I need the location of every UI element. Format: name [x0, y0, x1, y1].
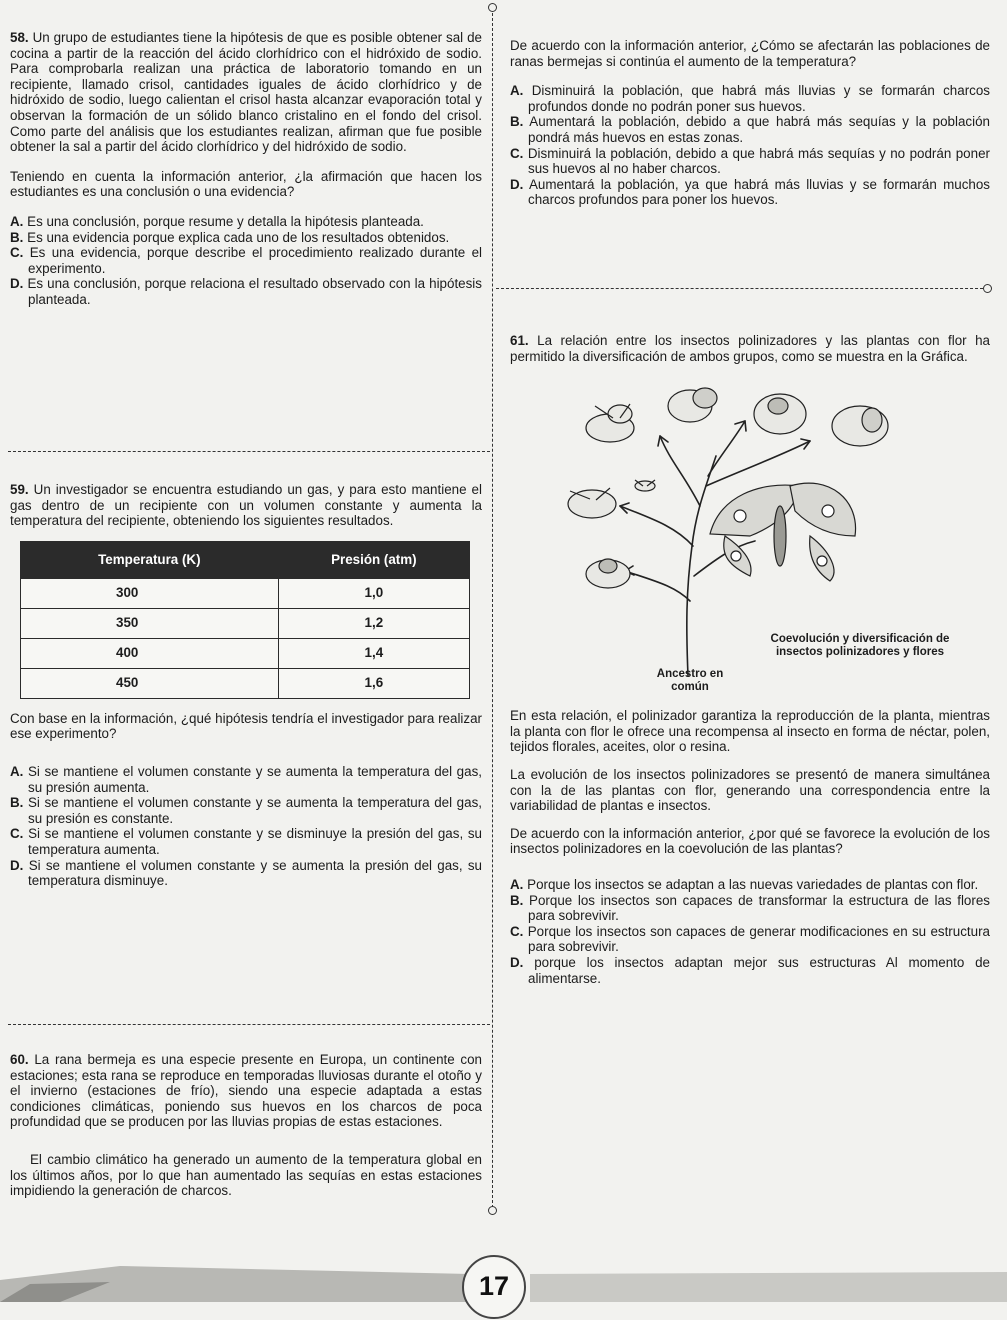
branch-right	[706, 441, 810, 486]
figure-caption-root: Ancestro en común	[656, 668, 724, 694]
q59-option-c-text: Si se mantiene el volumen constante y se disminuye la presión del gas, su temperatura aumenta.	[28, 826, 482, 857]
q61-option-a-text: Porque los insectos se adaptan a las nuevas variedades de plantas con flor.	[527, 876, 979, 892]
q60-option-a-letter: A.	[510, 83, 524, 99]
q59-number: 59.	[10, 482, 29, 497]
q61-option-d-text: porque los insectos adaptan mejor sus estructuras Al momento de alimentarse.	[528, 954, 990, 986]
separator-end-marker	[983, 284, 992, 293]
q58-option-c-text: Es una evidencia, porque describe el procedimiento realizado durante el experimento.	[28, 245, 482, 276]
figure-caption-main: Coevolución y diversificación de insectos polinizadores y flores	[770, 633, 950, 659]
q60-options	[510, 83, 990, 208]
q60-option-b[interactable]	[510, 114, 990, 145]
q59-stem-text: Un investigador se encuentra estudiando un gas, y para esto mantiene el gas dentro de un recipiente con un volumen constante y aumenta la temperatura del recipiente, obteniendo los siguientes resultados.	[10, 482, 482, 529]
q61-paragraph-1: En esta relación, el polinizador garantiza la reproducción de la planta, mientras la planta con flor le ofrece una recompensa al insecto en forma de néctar, polen, tejidos florales, aceites, olor o resina.	[510, 708, 990, 755]
table-cell: 1,6	[278, 668, 469, 698]
separator-q60-q61	[496, 288, 988, 289]
q60-option-a-text: Disminuirá la población, que habrá más lluvias y se formarán charcos profundos donde no podrán poner sus huevos.	[528, 83, 990, 114]
q61-option-d[interactable]	[510, 955, 990, 986]
q60-option-d[interactable]	[510, 177, 990, 208]
separator-q58-q59	[8, 451, 490, 452]
q59-option-a[interactable]	[10, 764, 482, 795]
q61-option-b-letter: B.	[510, 892, 524, 908]
q58-number: 58.	[10, 30, 29, 45]
q61-option-c[interactable]	[510, 924, 990, 955]
q60-question: De acuerdo con la información anterior, ¿Cómo se afectarán las poblaciones de ranas bermejas si continúa el aumento de la temperatura?	[510, 38, 990, 69]
table-cell: 350	[21, 608, 279, 638]
q60-stem-2: El cambio climático ha generado un aumento de la temperatura global en los últimos años, por lo que han aumentado las sequías en estas estaciones impidiendo la generación de charcos.	[10, 1151, 482, 1199]
q58-option-a-letter: A.	[10, 213, 24, 229]
q61-option-a-letter: A.	[510, 876, 524, 892]
orchid-left	[568, 490, 616, 518]
q58-option-d[interactable]	[10, 276, 482, 307]
q58-option-a-text: Es una conclusión, porque resume y detalla la hipótesis planteada.	[27, 213, 424, 229]
q58-option-d-letter: D.	[10, 276, 24, 292]
table-header-pressure: Presión (atm)	[278, 541, 469, 578]
q58-option-b[interactable]	[10, 230, 482, 246]
q58-option-c[interactable]	[10, 245, 482, 276]
q60-stem	[10, 1052, 482, 1130]
q59-option-b-letter: B.	[10, 795, 24, 811]
q58-question: Teniendo en cuenta la información anterior, ¿la afirmación que hacen los estudiantes es una conclusión o una evidencia?	[10, 168, 482, 200]
q59-option-b-text: Si se mantiene el volumen constante y se aumenta la temperatura del gas, su presión es constante.	[28, 795, 482, 826]
q60-stem-text: La rana bermeja es una especie presente en Europa, un continente con estaciones; esta rana se reproduce en temporadas lluviosas durante el otoño y el invierno (estaciones de frío), siendo una especie adaptada a estas condiciones climáticas, poniendo sus huevos en los charcos de poca profundidad que se producen por las lluvias propias de estas estaciones.	[10, 1052, 482, 1130]
q60-option-b-letter: B.	[510, 114, 524, 130]
q61-option-b-text: Porque los insectos son capaces de transformar la estructura de las flores para sobrevivir.	[528, 892, 990, 924]
q61-stem-text: La relación entre los insectos polinizadores y las plantas con flor ha permitido la diversificación de ambos grupos, como se muestra en la Gráfica.	[510, 333, 990, 364]
q60-option-d-text: Aumentará la población, ya que habrá más lluvias y se formarán muchos charcos profundos para poner los huevos.	[528, 176, 990, 208]
column-divider	[492, 8, 493, 1213]
q59-data-table	[20, 541, 470, 699]
branch-lower-left	[625, 571, 690, 601]
right-column	[510, 38, 990, 986]
q61-option-d-letter: D.	[510, 954, 524, 970]
q61-stem	[510, 333, 990, 364]
q59-option-a-letter: A.	[10, 763, 24, 779]
question-60-continued	[510, 38, 990, 208]
q59-option-d[interactable]	[10, 858, 482, 889]
divider-top-marker	[488, 3, 497, 12]
table-row	[21, 608, 470, 638]
q59-stem	[10, 482, 482, 529]
branch-upper-left	[660, 436, 700, 506]
divider-bottom-marker	[488, 1206, 497, 1215]
table-cell: 300	[21, 578, 279, 608]
q58-stem	[10, 30, 482, 155]
separator-q59-q60	[8, 1024, 490, 1025]
q58-option-b-letter: B.	[10, 229, 24, 245]
question-59	[10, 482, 482, 889]
q58-option-b-text: Es una evidencia porque explica cada uno de los resultados obtenidos.	[27, 229, 450, 245]
q61-option-a[interactable]	[510, 877, 990, 893]
question-60	[10, 1052, 482, 1199]
q61-number: 61.	[510, 333, 529, 348]
page-number: 17	[462, 1255, 526, 1319]
butterfly-wing-left	[710, 485, 800, 536]
question-58	[10, 30, 482, 308]
q61-option-c-letter: C.	[510, 923, 524, 939]
q60-option-c-letter: C.	[510, 145, 524, 161]
table-row	[21, 668, 470, 698]
branch-top	[708, 421, 745, 476]
q60-option-b-text: Aumentará la población, debido a que habrá más sequías y la población pondrá más huevos en estas zonas.	[528, 114, 990, 145]
table-cell: 1,0	[278, 578, 469, 608]
q59-option-b[interactable]	[10, 795, 482, 826]
q59-options	[10, 764, 482, 889]
q59-option-d-letter: D.	[10, 857, 24, 873]
q58-option-a[interactable]	[10, 214, 482, 230]
table-cell: 1,4	[278, 638, 469, 668]
q61-question: De acuerdo con la información anterior, ¿por qué se favorece la evolución de los insectos polinizadores en la coevolución de las plantas?	[510, 825, 990, 857]
q59-option-a-text: Si se mantiene el volumen constante y se aumenta la temperatura del gas, su presión aumenta.	[28, 763, 482, 795]
q59-question: Con base en la información, ¿qué hipótesis tendría el investigador para realizar ese experimento?	[10, 710, 482, 742]
q60-option-a[interactable]	[510, 83, 990, 114]
table-header-temperature: Temperatura (K)	[21, 541, 279, 578]
q60-option-c[interactable]	[510, 146, 990, 177]
q61-option-b[interactable]	[510, 893, 990, 924]
q59-option-c[interactable]	[10, 826, 482, 857]
table-cell: 400	[21, 638, 279, 668]
branch-left	[620, 506, 693, 546]
q59-option-d-text: Si se mantiene el volumen constante y se aumenta la presión del gas, su temperatura disminuye.	[28, 857, 482, 889]
q59-option-c-letter: C.	[10, 826, 24, 842]
q58-option-d-text: Es una conclusión, porque relaciona el resultado observado con la hipótesis planteada.	[27, 276, 482, 307]
q58-stem-text: Un grupo de estudiantes tiene la hipótesis de que es posible obtener sal de cocina a partir de la reacción del ácido clorhídrico con el hidróxido de sodio. Para comprobarla realizan una práctica de laboratorio tomando en un recipiente, llamado crisol, cantidades iguales de ácido clorhídrico y de hidróxido de sodio, luego calientan el crisol hasta alcanzar evaporación total y observan la formación de un sólido blanco cristalino en el fondo del crisol. Como parte del análisis que los estudiantes realizan, afirman que fue posible obtener la sal a partir del ácido clorhídrico y del hidróxido de sodio.	[10, 30, 482, 155]
q61-paragraph-2: La evolución de los insectos polinizadores se presentó de manera simultánea con la de las plantas con flor, generando una correspondencia entre la variabilidad de plantas e insectos.	[510, 766, 990, 814]
q58-options	[10, 214, 482, 308]
q61-options	[510, 877, 990, 986]
table-row	[21, 638, 470, 668]
table-row	[21, 578, 470, 608]
q60-option-c-text: Disminuirá la población, debido a que habrá más sequías y no podrán poner sus huevos al no haber charcos.	[527, 145, 990, 177]
q58-option-c-letter: C.	[10, 245, 24, 261]
coevolution-figure	[510, 376, 990, 698]
q60-number: 60.	[10, 1052, 29, 1067]
table-cell: 450	[21, 668, 279, 698]
q61-option-c-text: Porque los insectos son capaces de generar modificaciones en su estructura para sobrevivir.	[527, 923, 990, 955]
left-column	[10, 30, 482, 1199]
question-61	[510, 333, 990, 986]
table-cell: 1,2	[278, 608, 469, 638]
q60-option-d-letter: D.	[510, 176, 524, 192]
